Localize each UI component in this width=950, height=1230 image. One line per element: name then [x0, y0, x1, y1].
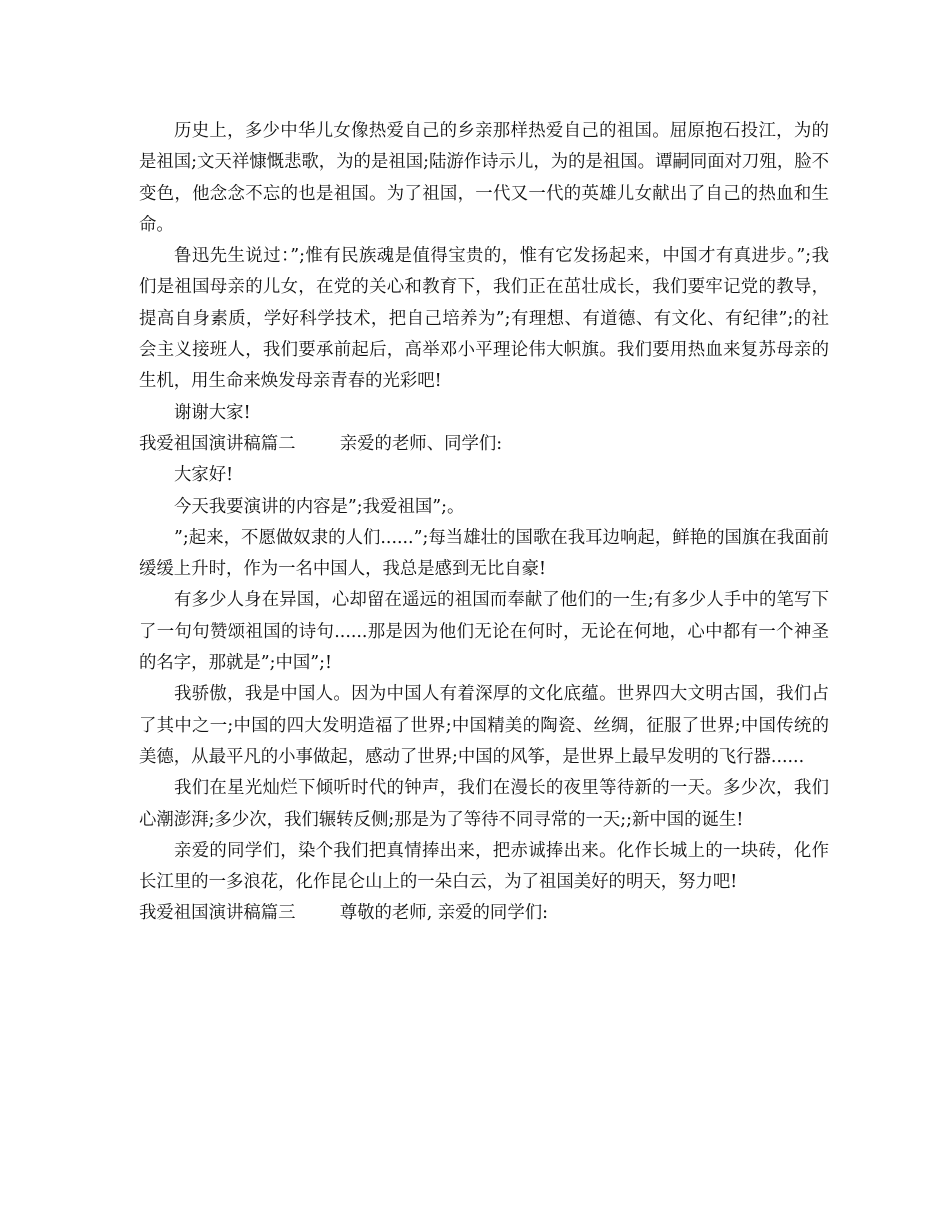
paragraph-proud-chinese: 我骄傲，我是中国人。因为中国人有着深厚的文化底蕴。世界四大文明古国，我们占了其中之一;中国的四大发明造福了世界;中国精美的陶瓷、丝绸，征服了世界;中国传统的美德，从最平凡的小事做起，感动了世界;中国的风筝，是世界上最早发明的飞行器......	[139, 684, 829, 767]
document-body	[139, 116, 829, 930]
paragraph-luxun-quote: 鲁迅先生说过：”;惟有民族魂是值得宝贵的，惟有它发扬起来，中国才有真进步。”;我们是祖国母亲的儿女，在党的关心和教育下，我们正在茁壮成长，我们要牢记党的教导，提高自身素质，学好科学技术，把自己培养为”;有理想、有道德、有文化、有纪律”;的社会主义接班人，我们要承前起后，高举邓小平理论伟大帜旗。我们要用热血来复苏母亲的生机，用生命来焕发母亲青春的光彩吧!	[139, 246, 829, 392]
paragraph-greeting: 大家好!	[174, 465, 234, 486]
heading-speech-three: 我爱祖国演讲稿篇三 尊敬的老师, 亲爱的同学们:	[139, 903, 548, 924]
paragraph-call-to-action: 亲爱的同学们，染个我们把真情捧出来，把赤诚捧出来。化作长城上的一块砖，化作长江里的一多浪花，化作昆仑山上的一朵白云，为了祖国美好的明天，努力吧!	[139, 840, 829, 893]
paragraph-thanks: 谢谢大家!	[174, 402, 251, 423]
paragraph-new-china: 我们在星光灿烂下倾听时代的钟声，我们在漫长的夜里等待新的一天。多少次，我们心潮澎湃;多少次，我们辗转反侧;那是为了等待不同寻常的一天;;新中国的诞生!	[139, 778, 829, 830]
paragraph-anthem: ”;起来，不愿做奴隶的人们......”;每当雄壮的国歌在我耳边响起，鲜艳的国旗在我面前缓缓上升时，作为一名中国人，我总是感到无比自豪!	[139, 527, 829, 580]
heading-speech-two: 我爱祖国演讲稿篇二 亲爱的老师、同学们:	[139, 433, 503, 454]
paragraph-topic: 今天我要演讲的内容是”;我爱祖国”;。	[174, 496, 465, 517]
paragraph-overseas: 有多少人身在异国，心却留在遥远的祖国而奉献了他们的一生;有多少人手中的笔写下了一句句赞颂祖国的诗句......那是因为他们无论在何时，无论在何地，心中都有一个神圣的名字，那就是”;中国”;!	[139, 590, 829, 674]
paragraph-patriots-history: 历史上，多少中华儿女像热爱自己的乡亲那样热爱自己的祖国。屈原抱石投江，为的是祖国;文天祥慷慨悲歌，为的是祖国;陆游作诗示儿，为的是祖国。谭嗣同面对刀殂，脸不变色，他念念不忘的也是祖国。为了祖国，一代又一代的英雄儿女献出了自己的热血和生命。	[139, 121, 829, 235]
